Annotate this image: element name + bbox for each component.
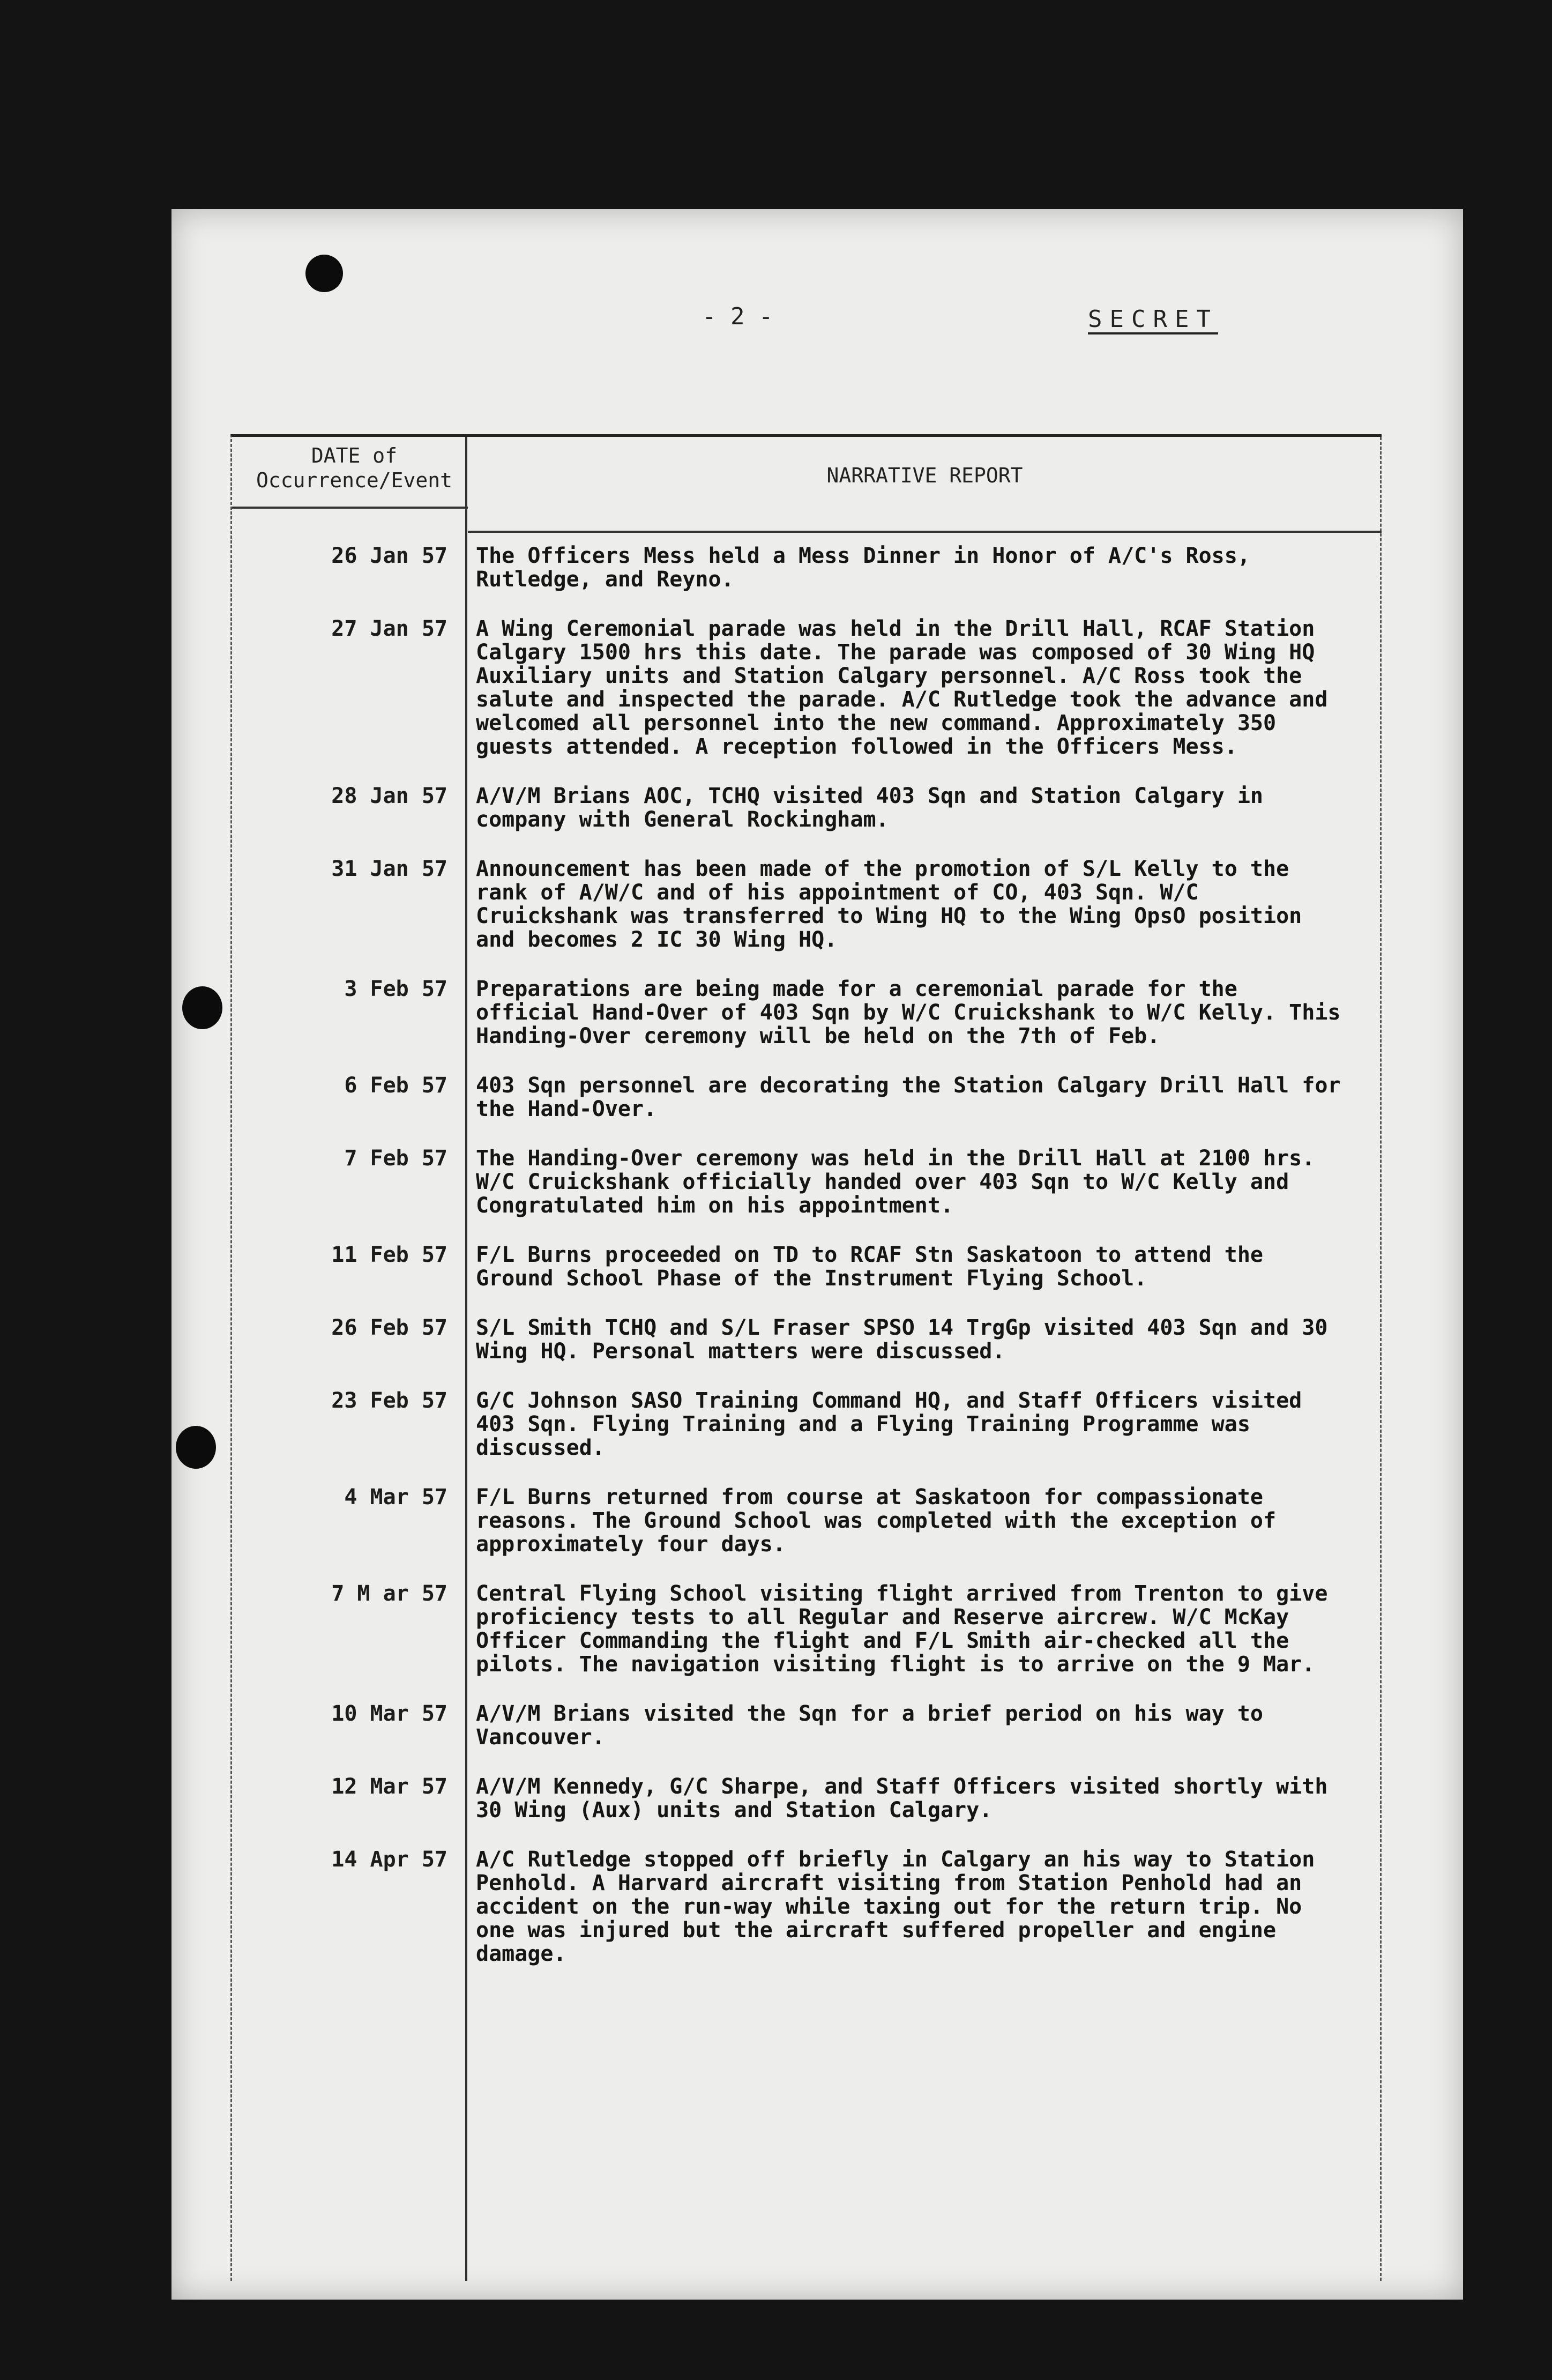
table-row [232, 1485, 1382, 1556]
entry-text: F/L Burns proceeded on TD to RCAF Stn Saskatoon to attend the Ground School Phase of the Instrument Flying School. [476, 1243, 1264, 1291]
table-row [232, 544, 1382, 591]
narrative-table [230, 434, 1382, 2281]
entry-text: A/V/M Brians visited the Sqn for a brief period on his way to Vancouver. [476, 1701, 1264, 1750]
table-row [232, 617, 1382, 758]
table-row [232, 1074, 1382, 1121]
entry-date: 23 Feb 57 [331, 1388, 447, 1413]
entry-date: 10 Mar 57 [331, 1701, 447, 1726]
entry-text: F/L Burns returned from course at Saskatoon for compassionate reasons. The Ground School was completed with the exception of approximately four days. [476, 1485, 1277, 1557]
entry-text: A/C Rutledge stopped off briefly in Calgary an his way to Station Penhold. A Harvard aircraft visiting from Station Penhold had an accident on the run-way while taxing out for the return trip. No one was injured but the aircraft suffered propeller and engine damage. [476, 1847, 1315, 1966]
entry-text: A Wing Ceremonial parade was held in the Drill Hall, RCAF Station Calgary 1500 hrs this date. The parade was composed of 30 Wing HQ Auxiliary units and Station Calgary personnel. A/C Ross took the salute and inspected the parade. A/C Rutledge took the advance and welcomed all personnel into the new command. Approximately 350 guests attended. A reception followed in the Officers Mess. [476, 616, 1328, 759]
entry-text: Preparations are being made for a ceremonial parade for the official Hand-Over of 403 Sqn by W/C Cruickshank to W/C Kelly. This Handing-Over ceremony will be held on the 7th of Feb. [476, 977, 1341, 1048]
table-row [232, 1147, 1382, 1217]
entry-date: 31 Jan 57 [331, 857, 447, 881]
table-row [232, 1775, 1382, 1822]
table-row [232, 1243, 1382, 1290]
entry-date: 7 Feb 57 [344, 1146, 447, 1171]
date-header-underline [232, 507, 468, 509]
classification-label: SECRET [1088, 306, 1218, 333]
table-row [232, 1389, 1382, 1460]
entry-date: 14 Apr 57 [331, 1847, 447, 1872]
entry-text: Central Flying School visiting flight arrived from Trenton to give proficiency tests to all Regular and Reserve aircrew. W/C McKay Officer Commanding the flight and F/L Smith air-checked all the pilots. The navigation visiting flight is to arrive on the 9 Mar. [476, 1581, 1328, 1677]
entry-text: 403 Sqn personnel are decorating the Station Calgary Drill Hall for the Hand-Over. [476, 1073, 1341, 1121]
narrative-header-underline [468, 531, 1382, 533]
entry-text: A/V/M Kennedy, G/C Sharpe, and Staff Officers visited shortly with 30 Wing (Aux) units and Station Calgary. [476, 1774, 1328, 1823]
entry-text: The Officers Mess held a Mess Dinner in Honor of A/C's Ross, Rutledge, and Reyno. [476, 544, 1250, 592]
entry-text: Announcement has been made of the promotion of S/L Kelly to the rank of A/W/C and of his appointment of CO, 403 Sqn. W/C Cruickshank was transferred to Wing HQ to the Wing OpsO position and becomes 2 IC 30 Wing HQ. [476, 857, 1302, 952]
entry-date: 26 Jan 57 [331, 544, 447, 568]
entry-list [232, 544, 1382, 1991]
entry-date: 27 Jan 57 [331, 616, 447, 641]
narrative-column-header: NARRATIVE REPORT [826, 464, 1023, 487]
entry-text: The Handing-Over ceremony was held in the Drill Hall at 2100 hrs. W/C Cruickshank officially handed over 403 Sqn to W/C Kelly and Congratulated him on his appointment. [476, 1146, 1315, 1218]
table-row [232, 1582, 1382, 1676]
table-row [232, 1316, 1382, 1363]
page-number: - 2 - [702, 303, 773, 330]
date-column-header: DATE of Occurrence/Event [256, 444, 453, 492]
staple-hole-top [305, 255, 343, 292]
entry-date: 3 Feb 57 [344, 977, 447, 1001]
entry-text: A/V/M Brians AOC, TCHQ visited 403 Sqn and Station Calgary in company with General Rockingham. [476, 784, 1264, 832]
entry-date: 11 Feb 57 [331, 1243, 447, 1267]
entry-date: 6 Feb 57 [344, 1073, 447, 1098]
document-page [171, 209, 1463, 2300]
punch-hole-lower [176, 1426, 216, 1469]
table-row [232, 977, 1382, 1048]
table-row [232, 1848, 1382, 1966]
table-row [232, 784, 1382, 831]
entry-date: 26 Feb 57 [331, 1315, 447, 1340]
entry-text: S/L Smith TCHQ and S/L Fraser SPSO 14 TrgGp visited 403 Sqn and 30 Wing HQ. Personal matters were discussed. [476, 1315, 1328, 1364]
entry-date: 7 M ar 57 [331, 1581, 447, 1606]
table-row [232, 857, 1382, 951]
entry-date: 28 Jan 57 [331, 784, 447, 808]
punch-hole-upper [182, 986, 222, 1029]
entry-date: 4 Mar 57 [344, 1485, 447, 1509]
table-row [232, 1702, 1382, 1749]
entry-date: 12 Mar 57 [331, 1774, 447, 1799]
entry-text: G/C Johnson SASO Training Command HQ, and Staff Officers visited 403 Sqn. Flying Training and a Flying Training Programme was discussed. [476, 1388, 1302, 1460]
